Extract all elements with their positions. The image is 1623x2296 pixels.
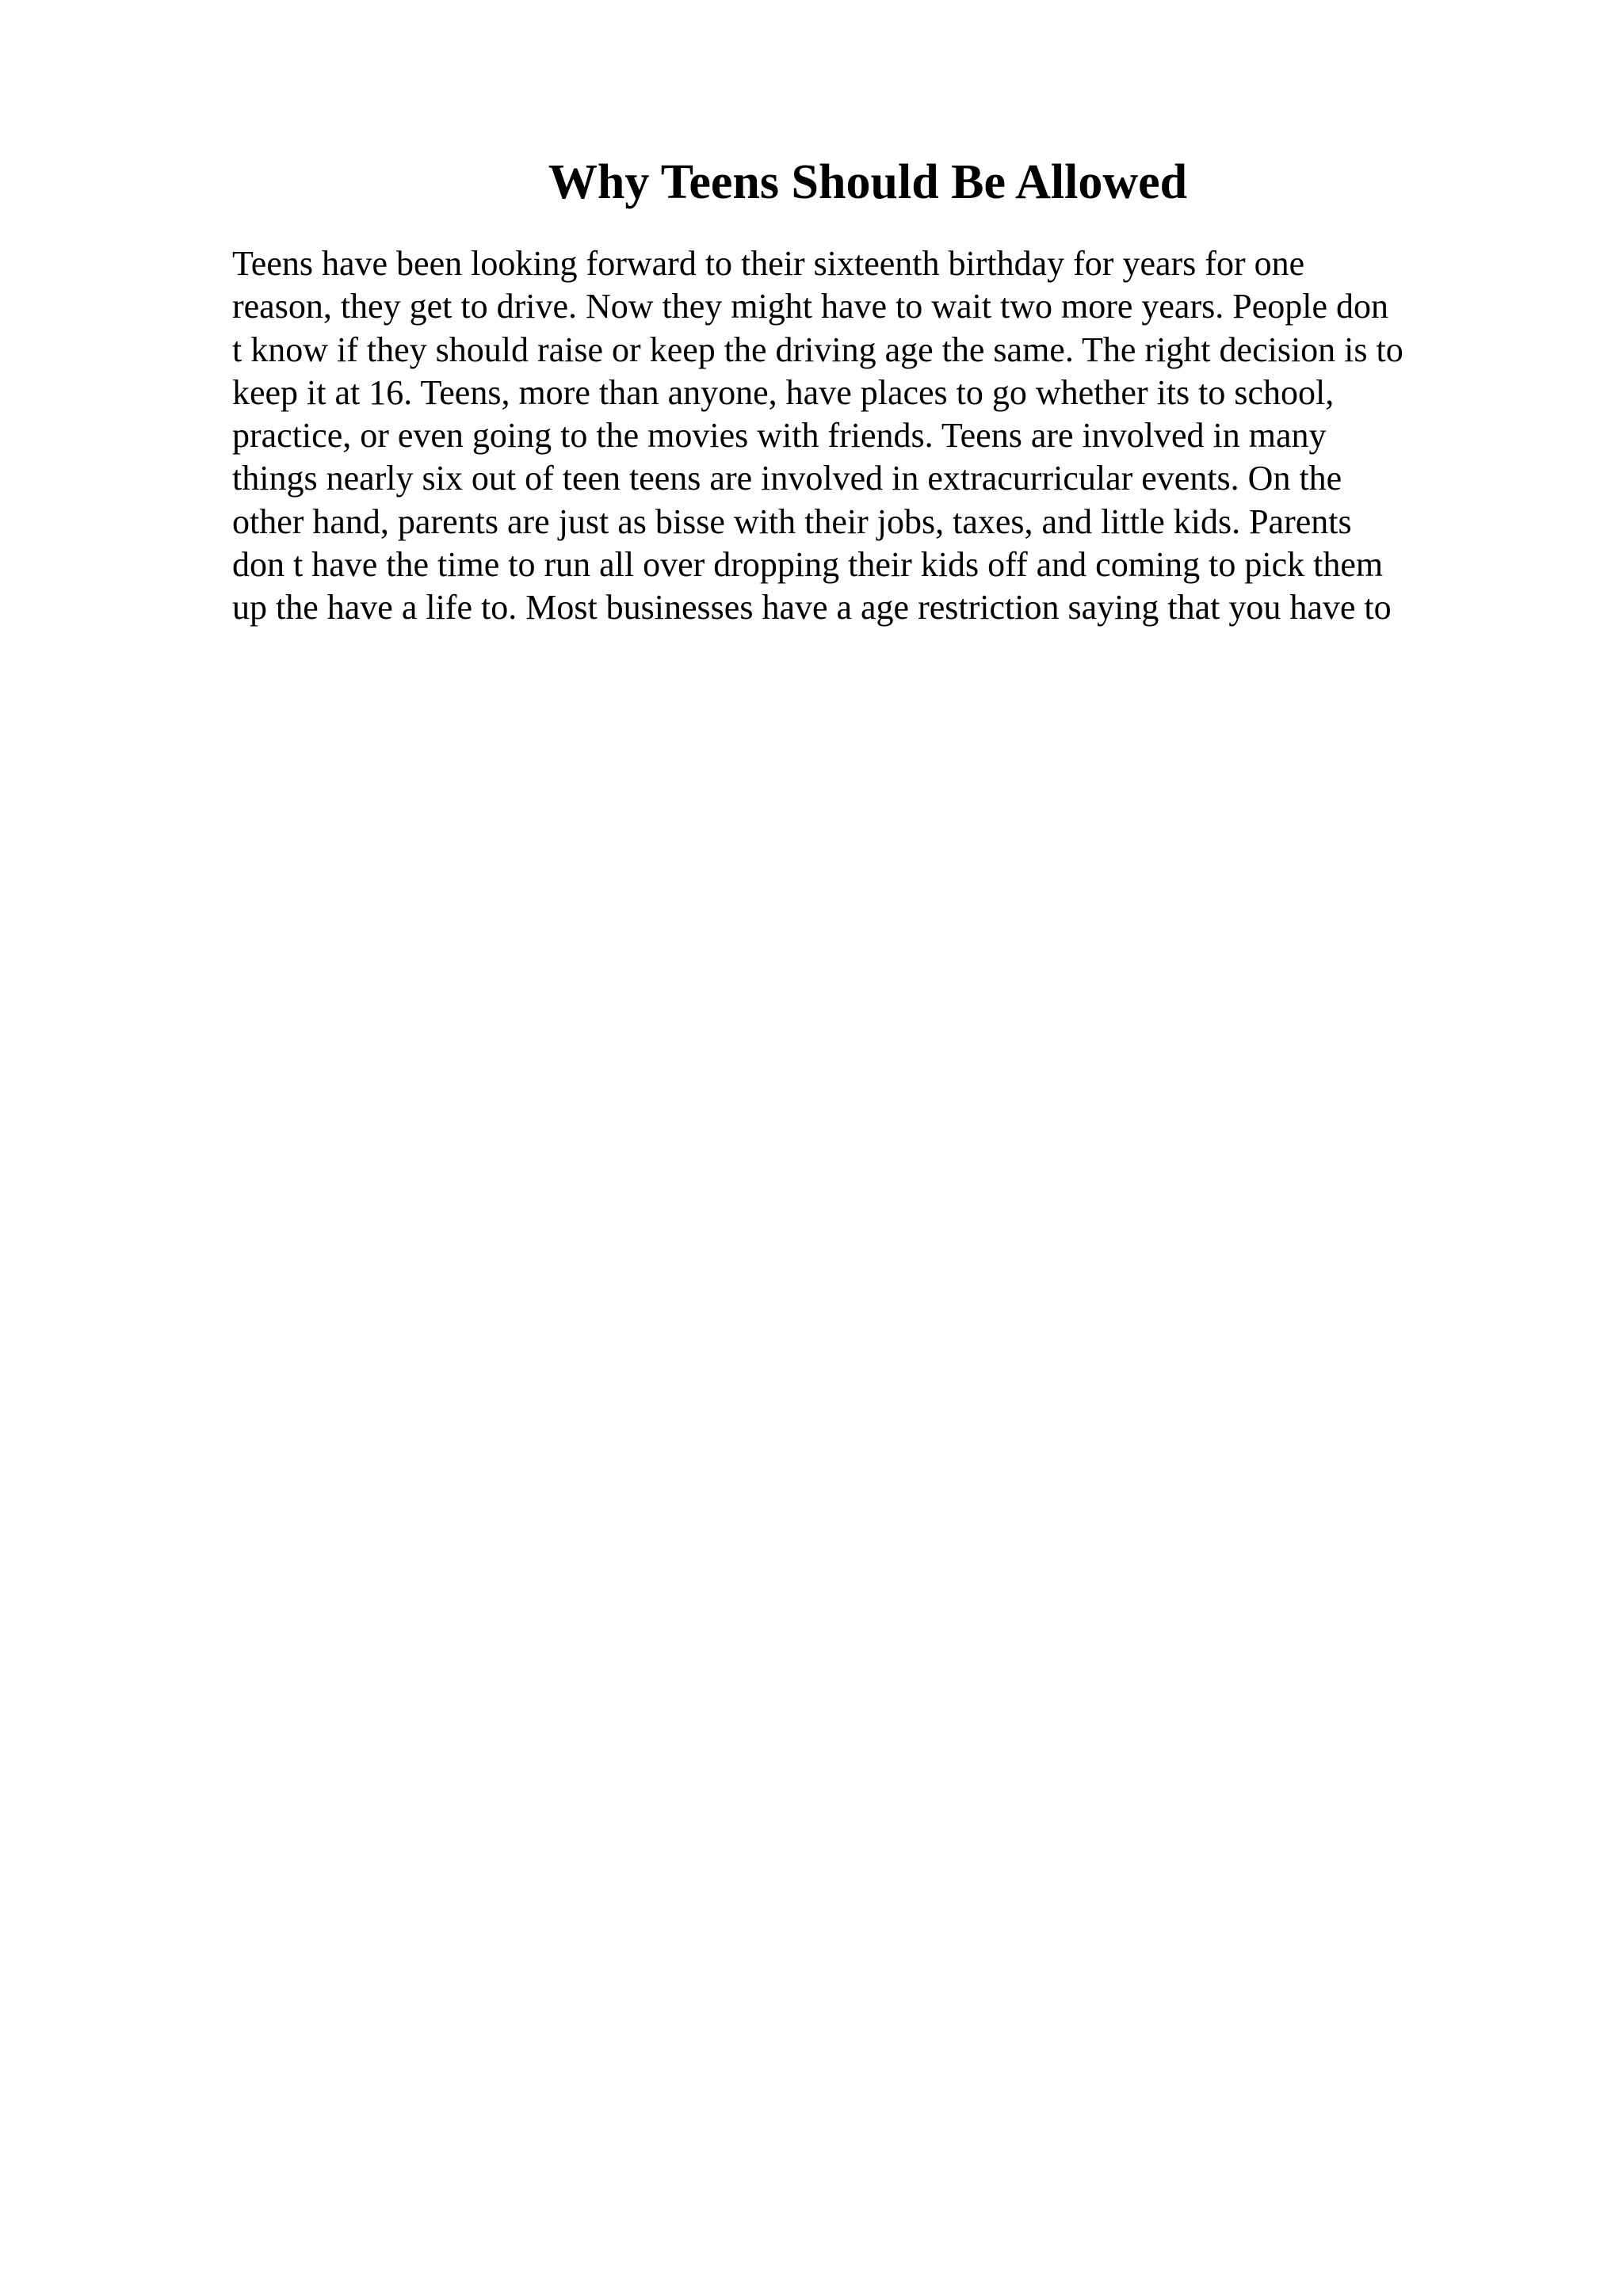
body-line: up the have a life to. Most businesses have a age restriction saying that you have to bbox=[232, 588, 1392, 627]
body-line: things nearly six out of teen teens are involved in extracurricular events. On the bbox=[232, 459, 1342, 498]
body-line: t know if they should raise or keep the driving age the same. The right decision is to bbox=[232, 330, 1403, 369]
body-line: don t have the time to run all over dropping their kids off and coming to pick them bbox=[232, 545, 1384, 585]
document-title: Why Teens Should Be Allowed bbox=[548, 155, 1188, 209]
body-line: other hand, parents are just as bisse with their jobs, taxes, and little kids. Parents bbox=[232, 502, 1352, 541]
document-body bbox=[232, 242, 1500, 630]
body-line: reason, they get to drive. Now they might have to wait two more years. People don bbox=[232, 287, 1388, 326]
body-line: keep it at 16. Teens, more than anyone, have places to go whether its to school, bbox=[232, 372, 1335, 412]
body-line: Teens have been looking forward to their sixteenth birthday for years for one bbox=[232, 244, 1305, 283]
body-line: practice, or even going to the movies with friends. Teens are involved in many bbox=[232, 416, 1327, 456]
